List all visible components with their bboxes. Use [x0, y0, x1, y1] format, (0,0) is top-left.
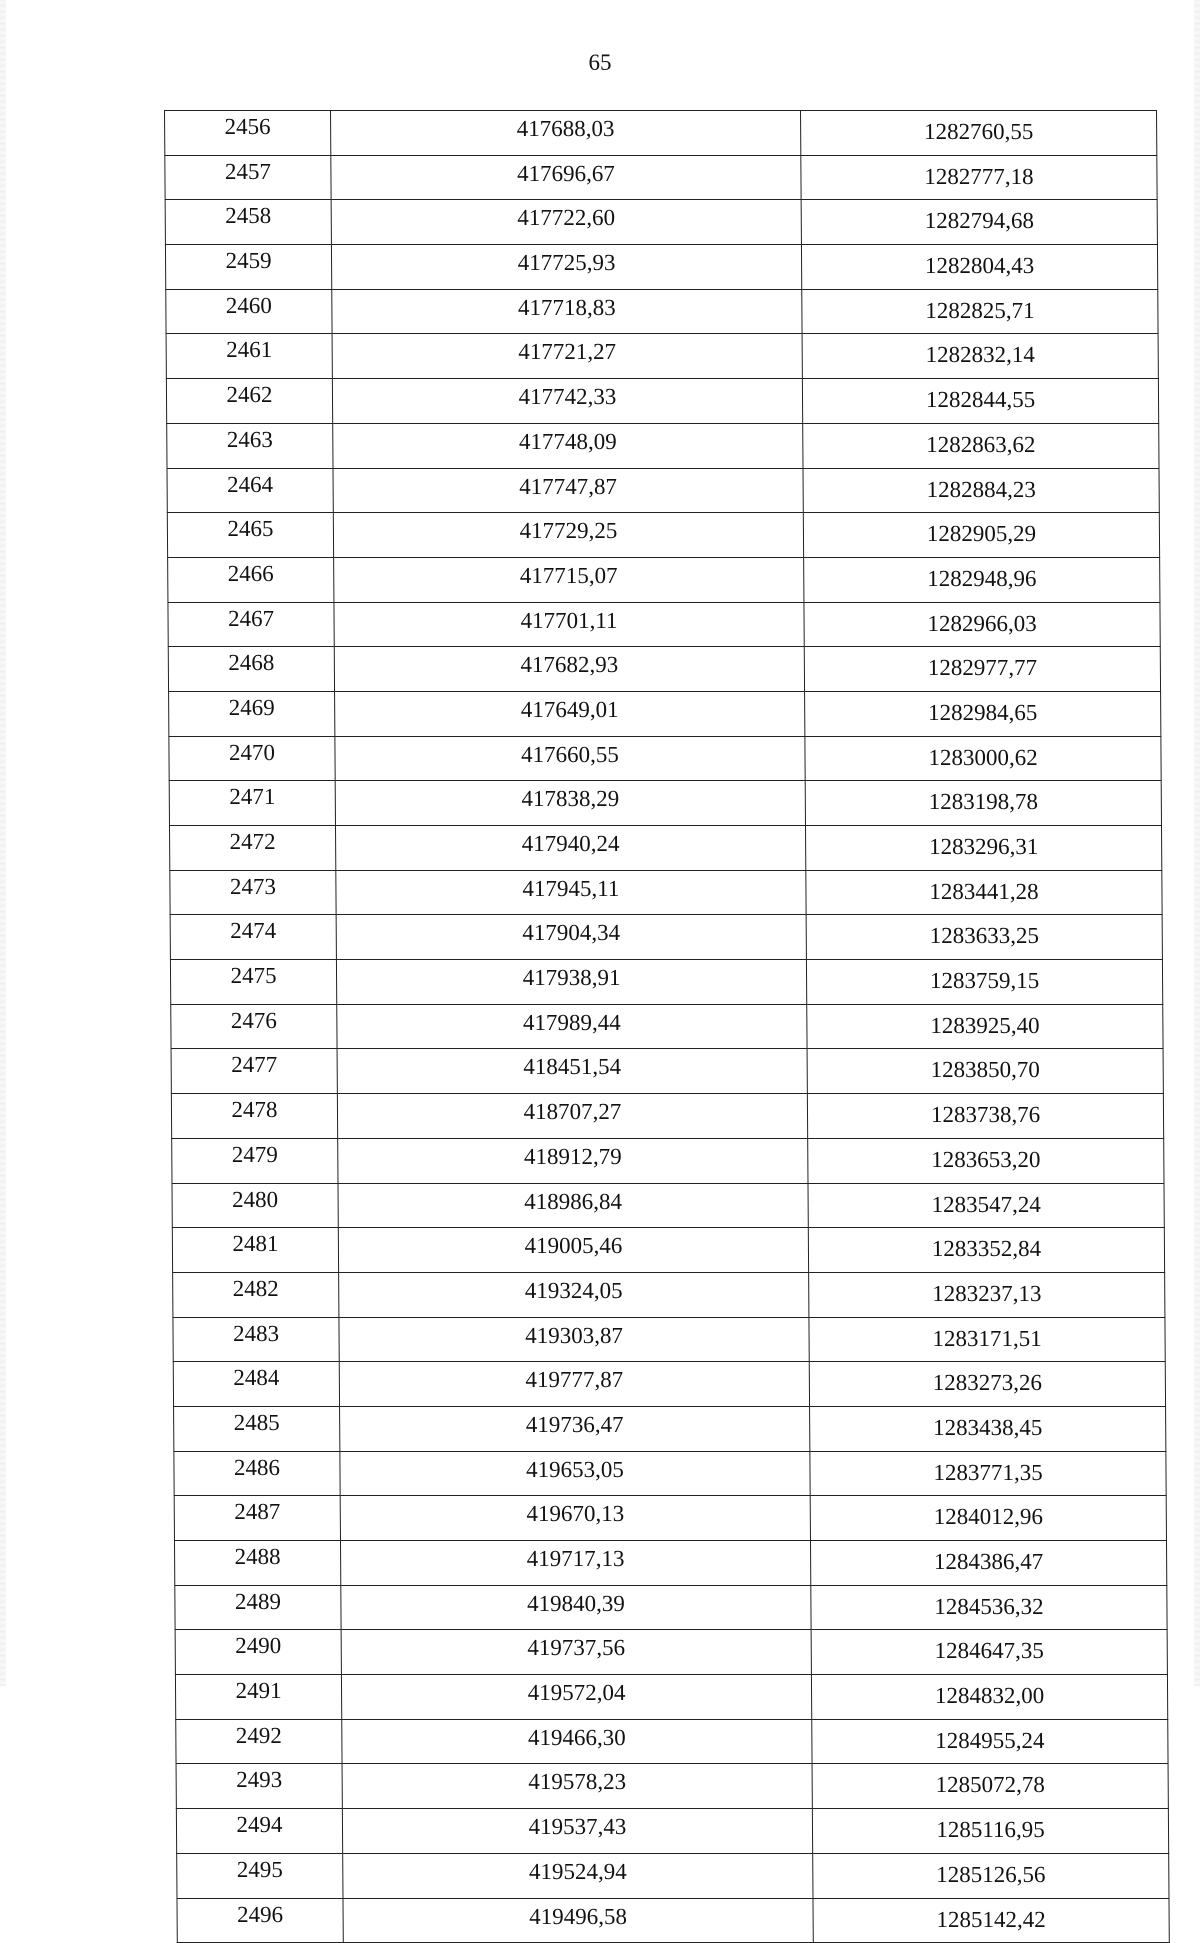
- x-coordinate-text: 419537,43: [528, 1814, 627, 1840]
- point-number-text: 2473: [229, 873, 277, 899]
- point-number-text: 2488: [234, 1544, 281, 1569]
- point-number-cell: [177, 1898, 343, 1943]
- x-coordinate-cell: [341, 1675, 811, 1720]
- x-coordinate-text: 417747,87: [519, 473, 618, 499]
- x-coordinate-text: 417989,44: [522, 1009, 621, 1035]
- table-row: [167, 513, 1159, 558]
- table-row: [171, 1094, 1163, 1139]
- x-coordinate-text: 417649,01: [520, 696, 619, 722]
- y-coordinate-cell: [805, 781, 1161, 826]
- x-coordinate-text: 418451,54: [523, 1054, 622, 1080]
- table-row: [173, 1317, 1165, 1362]
- x-coordinate-text: 419653,05: [526, 1456, 624, 1482]
- y-coordinate-text: 1282844,55: [925, 387, 1036, 413]
- table-row: [173, 1272, 1165, 1317]
- y-coordinate-text: 1283771,35: [933, 1459, 1043, 1485]
- point-number-cell: [173, 1272, 339, 1317]
- point-number-text: 2483: [232, 1320, 280, 1346]
- point-number-text: 2463: [226, 426, 273, 452]
- x-coordinate-cell: [341, 1630, 811, 1675]
- x-coordinate-text: 419572,04: [527, 1680, 626, 1706]
- y-coordinate-text: 1284536,32: [934, 1593, 1044, 1619]
- table-row: [174, 1541, 1166, 1586]
- y-coordinate-cell: [806, 915, 1162, 960]
- y-coordinate-text: 1284386,47: [933, 1549, 1044, 1574]
- x-coordinate-cell: [332, 334, 802, 379]
- table-row: [165, 200, 1157, 245]
- y-coordinate-cell: [805, 826, 1161, 871]
- y-coordinate-cell: [810, 1496, 1166, 1541]
- table-row: [167, 423, 1159, 468]
- y-coordinate-cell: [813, 1853, 1169, 1898]
- table-row: [172, 1228, 1164, 1273]
- y-coordinate-text: 1283296,31: [928, 834, 1039, 859]
- x-coordinate-text: 418912,79: [523, 1143, 622, 1169]
- point-number-text: 2474: [230, 918, 277, 944]
- y-coordinate-cell: [810, 1541, 1166, 1586]
- y-coordinate-text: 1283441,28: [929, 878, 1039, 904]
- x-coordinate-cell: [343, 1898, 813, 1943]
- y-coordinate-cell: [812, 1764, 1168, 1809]
- y-coordinate-cell: [803, 423, 1159, 468]
- x-coordinate-cell: [331, 245, 801, 290]
- x-coordinate-cell: [335, 826, 805, 871]
- table-row: [174, 1451, 1166, 1496]
- x-coordinate-text: 419524,94: [528, 1858, 627, 1884]
- y-coordinate-cell: [807, 1094, 1163, 1139]
- y-coordinate-text: 1283925,40: [930, 1012, 1040, 1038]
- point-number-text: 2476: [230, 1007, 277, 1033]
- y-coordinate-cell: [811, 1675, 1167, 1720]
- x-coordinate-text: 417838,29: [521, 786, 620, 812]
- x-coordinate-cell: [340, 1406, 810, 1451]
- point-number-cell: [168, 557, 334, 602]
- point-number-text: 2459: [225, 248, 272, 274]
- point-number-text: 2470: [228, 739, 276, 765]
- y-coordinate-text: 1284012,96: [933, 1504, 1044, 1530]
- x-coordinate-cell: [337, 1094, 807, 1139]
- x-coordinate-text: 417682,93: [520, 652, 619, 678]
- y-coordinate-text: 1282966,03: [927, 610, 1037, 636]
- point-number-text: 2475: [230, 963, 277, 989]
- table-row: [172, 1138, 1164, 1183]
- y-coordinate-cell: [801, 200, 1157, 245]
- x-coordinate-cell: [338, 1183, 808, 1228]
- x-coordinate-text: 417725,93: [517, 250, 616, 276]
- point-number-text: 2485: [233, 1409, 280, 1435]
- y-coordinate-cell: [812, 1719, 1168, 1764]
- point-number-text: 2478: [231, 1097, 278, 1123]
- table-row: [173, 1362, 1165, 1407]
- table-row: [176, 1719, 1168, 1764]
- point-number-text: 2489: [234, 1588, 281, 1614]
- x-coordinate-text: 417721,27: [518, 339, 617, 365]
- point-number-text: 2460: [225, 292, 272, 318]
- point-number-cell: [167, 468, 333, 513]
- x-coordinate-text: 417722,60: [517, 205, 616, 231]
- table-row: [169, 826, 1161, 871]
- x-coordinate-cell: [331, 111, 801, 156]
- x-coordinate-text: 417701,11: [520, 607, 618, 633]
- table-row: [166, 379, 1158, 424]
- x-coordinate-text: 417696,67: [516, 160, 615, 186]
- y-coordinate-cell: [809, 1272, 1165, 1317]
- x-coordinate-cell: [339, 1272, 809, 1317]
- point-number-text: 2456: [224, 114, 271, 139]
- y-coordinate-text: 1283633,25: [929, 923, 1039, 949]
- x-coordinate-cell: [332, 379, 802, 424]
- table-row: [167, 468, 1159, 513]
- x-coordinate-text: 419578,23: [528, 1769, 627, 1795]
- x-coordinate-text: 417715,07: [519, 562, 618, 588]
- y-coordinate-text: 1284955,24: [935, 1727, 1045, 1753]
- y-coordinate-text: 1282825,71: [925, 297, 1035, 323]
- y-coordinate-cell: [808, 1228, 1164, 1273]
- x-coordinate-text: 417748,09: [518, 428, 617, 454]
- scan-edge-right: [1194, 0, 1200, 1686]
- y-coordinate-cell: [803, 468, 1159, 513]
- point-number-cell: [165, 245, 331, 290]
- x-coordinate-cell: [331, 200, 801, 245]
- point-number-cell: [170, 960, 336, 1005]
- table-row: [169, 736, 1161, 781]
- y-coordinate-text: 1285072,78: [935, 1772, 1045, 1798]
- y-coordinate-cell: [812, 1809, 1168, 1854]
- table-row: [165, 245, 1157, 290]
- y-coordinate-cell: [809, 1362, 1165, 1407]
- x-coordinate-text: 419717,13: [526, 1546, 625, 1571]
- x-coordinate-cell: [335, 781, 805, 826]
- x-coordinate-text: 419670,13: [526, 1501, 625, 1527]
- y-coordinate-text: 1282777,18: [924, 163, 1034, 189]
- y-coordinate-cell: [802, 289, 1158, 334]
- point-number-cell: [166, 289, 332, 334]
- x-coordinate-cell: [341, 1585, 811, 1630]
- point-number-text: 2480: [232, 1186, 279, 1212]
- x-coordinate-text: 419324,05: [524, 1277, 623, 1303]
- y-coordinate-text: 1284832,00: [934, 1683, 1045, 1709]
- point-number-text: 2462: [226, 382, 273, 408]
- table-row: [175, 1630, 1167, 1675]
- table-row: [172, 1183, 1164, 1228]
- x-coordinate-cell: [334, 602, 804, 647]
- point-number-cell: [171, 1094, 337, 1139]
- y-coordinate-text: 1285116,95: [936, 1817, 1045, 1843]
- x-coordinate-cell: [335, 691, 805, 736]
- point-number-cell: [169, 781, 335, 826]
- point-number-cell: [173, 1317, 339, 1362]
- y-coordinate-text: 1282884,23: [926, 476, 1036, 502]
- y-coordinate-text: 1282948,96: [927, 565, 1037, 591]
- point-number-cell: [165, 155, 331, 200]
- point-number-text: 2484: [233, 1365, 280, 1391]
- x-coordinate-cell: [337, 1049, 807, 1094]
- point-number-text: 2472: [229, 829, 276, 854]
- table-row: [171, 1049, 1163, 1094]
- y-coordinate-text: 1284647,35: [934, 1638, 1044, 1664]
- x-coordinate-text: 419777,87: [525, 1367, 624, 1393]
- y-coordinate-cell: [809, 1317, 1165, 1362]
- point-number-text: 2496: [237, 1901, 284, 1927]
- x-coordinate-cell: [339, 1317, 809, 1362]
- x-coordinate-cell: [338, 1138, 808, 1183]
- x-coordinate-cell: [342, 1809, 812, 1854]
- table-row: [168, 602, 1160, 647]
- point-number-cell: [170, 915, 336, 960]
- point-number-text: 2481: [232, 1231, 279, 1257]
- y-coordinate-text: 1282832,14: [925, 342, 1035, 368]
- table-row: [176, 1764, 1168, 1809]
- x-coordinate-text: 419496,58: [529, 1903, 628, 1929]
- x-coordinate-cell: [336, 915, 806, 960]
- y-coordinate-cell: [810, 1451, 1166, 1496]
- point-number-cell: [175, 1585, 341, 1630]
- point-number-cell: [175, 1675, 341, 1720]
- table-row: [169, 781, 1161, 826]
- point-number-text: 2465: [227, 516, 274, 542]
- x-coordinate-cell: [342, 1719, 812, 1764]
- point-number-text: 2492: [235, 1722, 282, 1748]
- y-coordinate-text: 1282984,65: [927, 699, 1038, 725]
- table-row: [175, 1585, 1167, 1630]
- y-coordinate-cell: [807, 1049, 1163, 1094]
- point-number-cell: [176, 1719, 342, 1764]
- point-number-cell: [172, 1228, 338, 1273]
- point-number-text: 2471: [229, 784, 276, 810]
- point-number-text: 2487: [234, 1499, 281, 1525]
- x-coordinate-text: 419737,56: [527, 1635, 626, 1661]
- y-coordinate-text: 1283438,45: [932, 1414, 1043, 1440]
- y-coordinate-cell: [808, 1183, 1164, 1228]
- table-row: [174, 1496, 1166, 1541]
- x-coordinate-cell: [332, 289, 802, 334]
- point-number-cell: [174, 1496, 340, 1541]
- x-coordinate-cell: [333, 468, 803, 513]
- table-row: [174, 1406, 1166, 1451]
- point-number-text: 2467: [227, 605, 275, 631]
- y-coordinate-cell: [813, 1898, 1169, 1943]
- x-coordinate-text: 417688,03: [516, 116, 615, 141]
- y-coordinate-text: 1283171,51: [932, 1325, 1042, 1351]
- point-number-cell: [170, 870, 336, 915]
- point-number-cell: [169, 736, 335, 781]
- y-coordinate-cell: [802, 334, 1158, 379]
- point-number-cell: [177, 1853, 343, 1898]
- y-coordinate-cell: [808, 1138, 1164, 1183]
- coordinates-table-container: [164, 110, 1156, 1943]
- point-number-text: 2458: [225, 203, 272, 229]
- y-coordinate-cell: [804, 602, 1160, 647]
- x-coordinate-text: 417940,24: [521, 831, 620, 856]
- point-number-cell: [166, 379, 332, 424]
- point-number-text: 2469: [228, 694, 275, 720]
- x-coordinate-cell: [343, 1853, 813, 1898]
- y-coordinate-text: 1283653,20: [931, 1146, 1041, 1172]
- y-coordinate-text: 1283850,70: [930, 1057, 1040, 1083]
- x-coordinate-cell: [337, 1004, 807, 1049]
- table-row: [168, 647, 1160, 692]
- x-coordinate-text: 419736,47: [525, 1411, 624, 1437]
- point-number-text: 2491: [235, 1678, 282, 1704]
- x-coordinate-text: 419303,87: [525, 1322, 624, 1348]
- table-row: [165, 155, 1157, 200]
- x-coordinate-cell: [335, 736, 805, 781]
- x-coordinate-text: 417729,25: [519, 518, 618, 544]
- y-coordinate-cell: [801, 111, 1157, 156]
- point-number-cell: [167, 423, 333, 468]
- point-number-text: 2464: [227, 471, 274, 497]
- y-coordinate-text: 1283237,13: [932, 1280, 1042, 1306]
- y-coordinate-cell: [810, 1406, 1166, 1451]
- point-number-cell: [171, 1004, 337, 1049]
- point-number-text: 2493: [236, 1767, 283, 1793]
- table-row: [168, 557, 1160, 602]
- point-number-text: 2482: [232, 1275, 279, 1301]
- y-coordinate-text: 1282760,55: [923, 119, 1034, 144]
- table-row: [165, 111, 1157, 156]
- point-number-text: 2486: [233, 1454, 281, 1480]
- y-coordinate-cell: [811, 1585, 1167, 1630]
- x-coordinate-text: 417660,55: [521, 741, 619, 767]
- x-coordinate-cell: [333, 423, 803, 468]
- table-row: [166, 289, 1158, 334]
- x-coordinate-cell: [336, 960, 806, 1005]
- point-number-cell: [171, 1049, 337, 1094]
- y-coordinate-text: 1283547,24: [931, 1191, 1041, 1217]
- point-number-text: 2477: [231, 1052, 278, 1078]
- point-number-cell: [174, 1406, 340, 1451]
- point-number-text: 2494: [236, 1812, 283, 1838]
- point-number-cell: [168, 647, 334, 692]
- x-coordinate-cell: [331, 155, 801, 200]
- point-number-cell: [169, 826, 335, 871]
- x-coordinate-cell: [340, 1541, 810, 1586]
- x-coordinate-cell: [342, 1764, 812, 1809]
- x-coordinate-text: 419466,30: [527, 1724, 626, 1750]
- y-coordinate-text: 1283352,84: [931, 1236, 1042, 1262]
- point-number-cell: [175, 1630, 341, 1675]
- x-coordinate-cell: [338, 1228, 808, 1273]
- point-number-cell: [165, 111, 331, 156]
- table-row: [176, 1809, 1168, 1854]
- page-number: 65: [588, 50, 612, 75]
- y-coordinate-cell: [802, 379, 1158, 424]
- x-coordinate-cell: [336, 870, 806, 915]
- point-number-text: 2495: [236, 1856, 283, 1882]
- y-coordinate-cell: [801, 245, 1157, 290]
- y-coordinate-text: 1285142,42: [936, 1906, 1046, 1932]
- y-coordinate-cell: [804, 647, 1160, 692]
- x-coordinate-cell: [334, 557, 804, 602]
- y-coordinate-cell: [805, 691, 1161, 736]
- point-number-text: 2457: [224, 158, 272, 184]
- x-coordinate-text: 417742,33: [518, 384, 617, 410]
- y-coordinate-cell: [811, 1630, 1167, 1675]
- point-number-cell: [165, 200, 331, 245]
- x-coordinate-text: 418986,84: [524, 1188, 623, 1214]
- point-number-text: 2466: [227, 560, 274, 586]
- table-row: [170, 915, 1162, 960]
- point-number-cell: [166, 334, 332, 379]
- table-row: [170, 960, 1162, 1005]
- point-number-cell: [173, 1362, 339, 1407]
- x-coordinate-cell: [339, 1362, 809, 1407]
- y-coordinate-cell: [805, 736, 1161, 781]
- y-coordinate-cell: [803, 513, 1159, 558]
- x-coordinate-cell: [340, 1451, 810, 1496]
- y-coordinate-text: 1283759,15: [929, 968, 1040, 994]
- y-coordinate-text: 1283738,76: [930, 1102, 1041, 1128]
- x-coordinate-cell: [333, 513, 803, 558]
- point-number-cell: [176, 1764, 342, 1809]
- y-coordinate-text: 1282977,77: [927, 655, 1038, 681]
- scan-edge-left: [0, 0, 6, 1686]
- table-row: [175, 1675, 1167, 1720]
- point-number-text: 2468: [228, 650, 275, 676]
- y-coordinate-text: 1283273,26: [932, 1370, 1043, 1396]
- x-coordinate-text: 419840,39: [526, 1590, 625, 1616]
- x-coordinate-text: 417938,91: [522, 965, 621, 991]
- y-coordinate-cell: [806, 960, 1162, 1005]
- table-row: [170, 870, 1162, 915]
- x-coordinate-text: 419005,46: [524, 1233, 623, 1259]
- point-number-cell: [169, 691, 335, 736]
- table-row: [169, 691, 1161, 736]
- x-coordinate-cell: [340, 1496, 810, 1541]
- x-coordinate-cell: [334, 647, 804, 692]
- point-number-cell: [172, 1183, 338, 1228]
- y-coordinate-cell: [801, 155, 1157, 200]
- table-row: [171, 1004, 1163, 1049]
- x-coordinate-text: 417904,34: [522, 920, 621, 946]
- y-coordinate-text: 1285126,56: [936, 1861, 1046, 1887]
- y-coordinate-cell: [806, 870, 1162, 915]
- table-row: [177, 1898, 1169, 1943]
- point-number-cell: [176, 1809, 342, 1854]
- x-coordinate-text: 418707,27: [523, 1099, 622, 1125]
- point-number-text: 2461: [226, 337, 273, 363]
- y-coordinate-cell: [807, 1004, 1163, 1049]
- table-row: [177, 1853, 1169, 1898]
- y-coordinate-text: 1282804,43: [924, 253, 1035, 279]
- point-number-cell: [168, 602, 334, 647]
- y-coordinate-text: 1282863,62: [926, 431, 1036, 457]
- point-number-cell: [174, 1451, 340, 1496]
- coordinates-table: [164, 110, 1170, 1943]
- y-coordinate-cell: [804, 557, 1160, 602]
- x-coordinate-text: 417718,83: [517, 294, 616, 320]
- point-number-cell: [174, 1541, 340, 1586]
- y-coordinate-text: 1283000,62: [928, 744, 1038, 770]
- y-coordinate-text: 1282905,29: [926, 521, 1037, 547]
- point-number-cell: [167, 513, 333, 558]
- point-number-text: 2490: [235, 1633, 282, 1659]
- point-number-cell: [172, 1138, 338, 1183]
- y-coordinate-text: 1282794,68: [924, 208, 1034, 234]
- coordinates-table-body: [165, 111, 1170, 1943]
- x-coordinate-text: 417945,11: [522, 875, 620, 901]
- point-number-text: 2479: [231, 1141, 278, 1167]
- y-coordinate-text: 1283198,78: [928, 789, 1039, 815]
- table-row: [166, 334, 1158, 379]
